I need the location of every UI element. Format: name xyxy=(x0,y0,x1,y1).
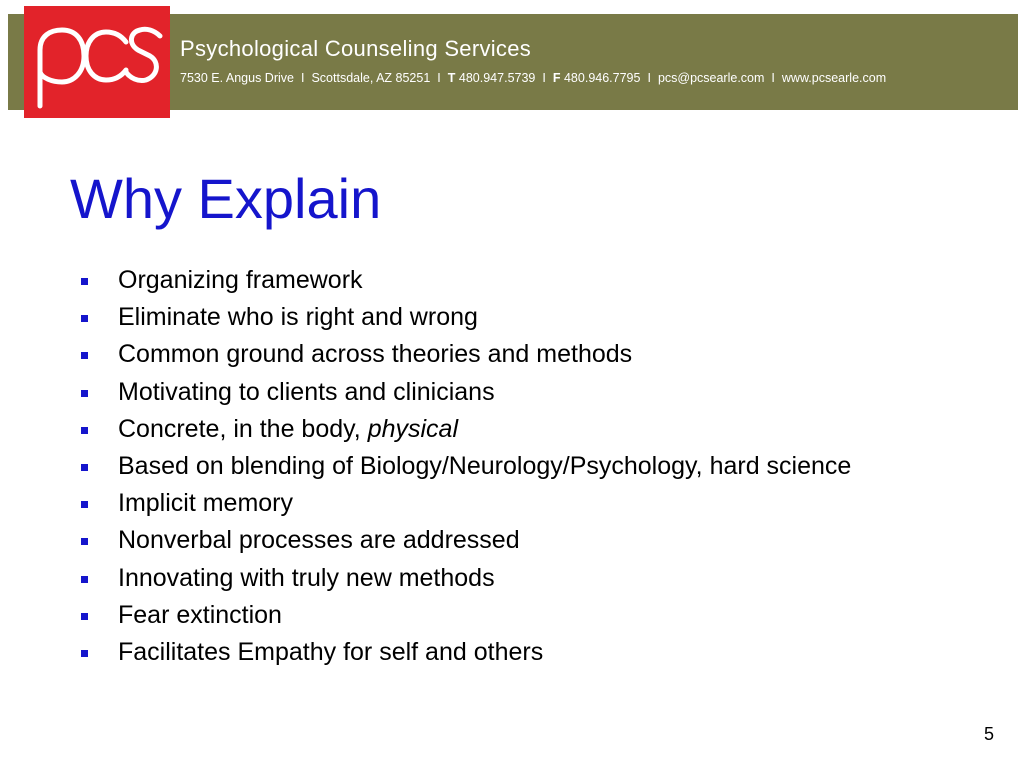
address: 7530 E. Angus Drive xyxy=(180,71,294,85)
bullet-square-icon xyxy=(81,576,88,583)
bullet-item xyxy=(78,601,958,629)
bullet-item xyxy=(78,378,958,406)
phone-number: 480.947.5739 xyxy=(458,71,536,85)
website-url: www.pcsearle.com xyxy=(781,71,887,85)
bullet-square-icon xyxy=(81,315,88,322)
bullet-text: Innovating with truly new methods xyxy=(118,563,495,592)
bullet-text: Implicit memory xyxy=(118,489,294,518)
bullet-square-icon xyxy=(81,352,88,359)
bullet-text: Common ground across theories and methods xyxy=(118,340,633,369)
email-address: pcs@pcsearle.com xyxy=(657,71,765,85)
slide-title: Why Explain xyxy=(70,167,382,230)
bullet-item xyxy=(78,638,958,666)
bullet-text xyxy=(118,415,958,443)
separator: I xyxy=(300,71,305,85)
separator: I xyxy=(542,71,546,85)
bullet-item xyxy=(78,340,958,368)
bullet-square-icon xyxy=(81,427,88,434)
bullet-list xyxy=(78,266,958,675)
bullet-square-icon xyxy=(81,650,88,657)
bullet-text: Nonverbal processes are addressed xyxy=(118,526,520,555)
bullet-square-icon xyxy=(81,464,88,471)
separator: I xyxy=(771,71,775,85)
bullet-item xyxy=(78,489,958,517)
bullet-square-icon xyxy=(81,538,88,545)
contact-line xyxy=(180,71,886,85)
bullet-square-icon xyxy=(81,390,88,397)
bullet-square-icon xyxy=(81,278,88,285)
bullet-text: Based on blending of Biology/Neurology/Psychology, hard science xyxy=(118,451,852,480)
bullet-item xyxy=(78,266,958,294)
pcs-logo-mark xyxy=(24,6,170,118)
bullet-text: Motivating to clients and clinicians xyxy=(118,377,495,406)
city-state-zip: Scottsdale, AZ 85251 xyxy=(311,71,431,85)
bullet-item xyxy=(78,415,958,443)
bullet-square-icon xyxy=(81,613,88,620)
bullet-item xyxy=(78,452,958,480)
bullet-text-emphasis: physical xyxy=(367,414,459,443)
bullet-text: Fear extinction xyxy=(118,600,282,629)
bullet-text: Organizing framework xyxy=(118,266,363,294)
organization-name: Psychological Counseling Services xyxy=(180,36,532,61)
fax-label: F xyxy=(552,71,561,85)
bullet-text: Eliminate who is right and wrong xyxy=(118,303,478,332)
pcs-logo xyxy=(24,6,170,118)
fax-number: 480.946.7795 xyxy=(563,71,641,85)
separator: I xyxy=(647,71,651,85)
page-number: 5 xyxy=(983,724,994,744)
separator: I xyxy=(437,71,441,85)
bullet-item xyxy=(78,526,958,554)
bullet-text: Facilitates Empathy for self and others xyxy=(118,637,544,666)
bullet-item xyxy=(78,564,958,592)
phone-label: T xyxy=(447,71,456,85)
bullet-square-icon xyxy=(81,501,88,508)
bullet-text-plain: Concrete, in the body, xyxy=(118,414,368,443)
bullet-item xyxy=(78,303,958,331)
